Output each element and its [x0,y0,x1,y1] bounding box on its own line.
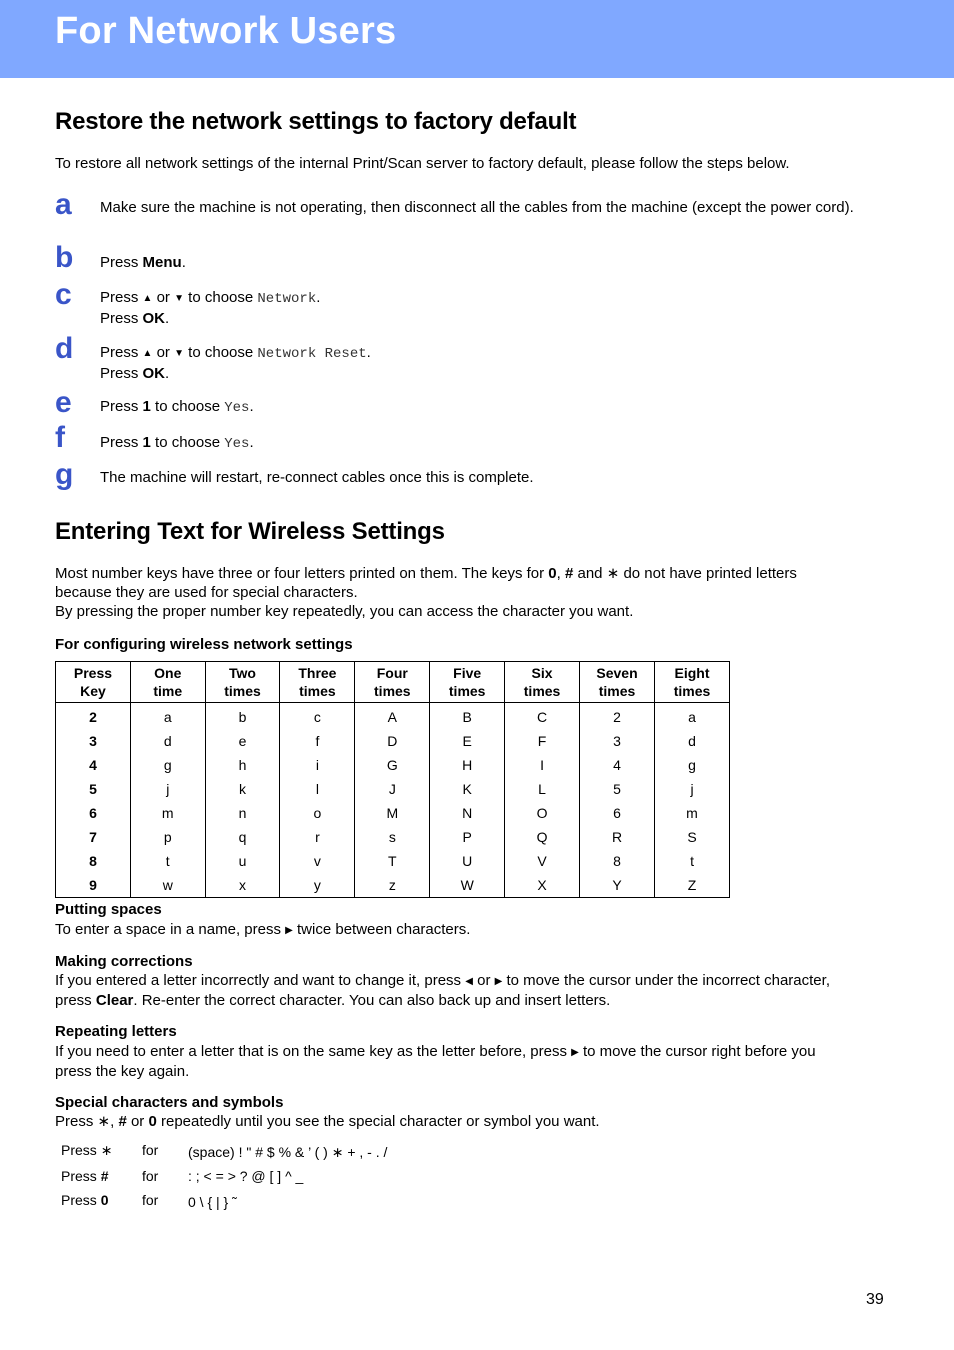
special-chars-star: (space) ! " # $ % & ’ ( ) ∗ + , - . / [188,1144,388,1160]
table-cell: B [430,703,505,730]
section-heading-entering-text: Entering Text for Wireless Settings [55,518,445,545]
table-cell: k [205,777,280,801]
table-cell: F [505,729,580,753]
table-cell: I [505,753,580,777]
table-cell: t [130,849,205,873]
table-cell: E [430,729,505,753]
table-row [56,825,730,849]
step-letter-e: e [55,386,72,419]
making-corrections-text: If you entered a letter incorrectly and want to change it, press ◀ or ▶ to move the cursor under the incorrect character, press Clear. Re-enter the correct character. You can also back up and insert letters. [55,972,830,1009]
table-header-cell: Press Key [56,662,131,703]
table-cell: t [655,849,730,873]
special-characters-title: Special characters and symbols [55,1094,284,1111]
table-caption: For configuring wireless network settings [55,636,353,653]
table-cell: M [355,801,430,825]
table-cell: S [655,825,730,849]
star-key-icon: ∗ [606,565,620,582]
table-header-cell: Four times [355,662,430,703]
table-cell: J [355,777,430,801]
table-cell: 8 [580,849,655,873]
table-cell: Y [580,873,655,898]
step-letter-b: b [55,241,74,274]
table-cell: U [430,849,505,873]
step-e-text: Press 1 to choose Yes. [100,398,254,416]
table-cell: p [130,825,205,849]
table-header-cell: Six times [505,662,580,703]
left-arrow-icon: ◀ [465,976,473,987]
table-row [56,729,730,753]
right-arrow-icon: ▶ [571,1047,579,1058]
page-number: 39 [866,1291,884,1308]
table-cell: W [430,873,505,898]
step-b-text: Press Menu. [100,254,186,271]
step-letter-f: f [55,421,65,454]
repeating-letters-text: If you need to enter a letter that is on the same key as the letter before, press ▶ to move the cursor right before you press the key again. [55,1043,816,1080]
making-corrections-title: Making corrections [55,953,193,970]
table-cell: e [205,729,280,753]
table-cell: 3 [580,729,655,753]
table-cell: x [205,873,280,898]
table-cell: P [430,825,505,849]
menu-key-label: Menu [142,254,182,271]
table-cell: s [355,825,430,849]
table-cell: D [355,729,430,753]
table-cell: j [655,777,730,801]
step-letter-d: d [55,332,74,365]
table-cell: j [130,777,205,801]
table-cell: f [280,729,355,753]
table-cell: r [280,825,355,849]
step-c-text: Press ▲ or ▼ to choose Network. Press OK. [100,289,321,327]
special-chars-hash: : ; < = > ? @ [ ] ^ _ [188,1168,304,1184]
table-cell: w [130,873,205,898]
table-header-row [56,662,730,703]
right-arrow-icon: ▶ [285,925,293,936]
table-cell: l [280,777,355,801]
table-cell: A [355,703,430,730]
star-key-icon: ∗ [97,1113,111,1130]
table-cell-key: 7 [56,825,131,849]
table-header-cell: Two times [205,662,280,703]
restore-intro: To restore all network settings of the internal Print/Scan server to factory default, please follow the steps below. [55,155,790,172]
table-cell: K [430,777,505,801]
special-press-hash: Press # [61,1168,109,1184]
special-for-star: for [142,1142,159,1158]
table-cell: i [280,753,355,777]
table-row [56,703,730,730]
up-arrow-icon: ▲ [142,348,153,359]
entering-text-intro: Most number keys have three or four letters printed on them. The keys for 0, # and ∗ do not have printed letters because they are used for special characters. [55,565,797,601]
table-cell: g [655,753,730,777]
table-cell: g [130,753,205,777]
table-cell: h [205,753,280,777]
table-cell: 5 [580,777,655,801]
table-cell: d [130,729,205,753]
table-cell: d [655,729,730,753]
table-cell: L [505,777,580,801]
table-header-cell: Seven times [580,662,655,703]
table-cell: X [505,873,580,898]
special-for-hash: for [142,1168,159,1184]
step-d-text: Press ▲ or ▼ to choose Network Reset. Press OK. [100,344,371,382]
table-cell: Q [505,825,580,849]
special-characters-text: Press ∗, # or 0 repeatedly until you see the special character or symbol you want. [55,1113,600,1130]
step-a-text: Make sure the machine is not operating, then disconnect all the cables from the machine (except the power cord). [100,199,854,216]
table-body [56,703,730,898]
table-cell: V [505,849,580,873]
table-cell: R [580,825,655,849]
table-row [56,873,730,898]
table-cell: N [430,801,505,825]
step-f-text: Press 1 to choose Yes. [100,434,254,452]
table-header-cell: Five times [430,662,505,703]
step-g-text: The machine will restart, re-connect cables once this is complete. [100,469,534,486]
step-letter-g: g [55,458,74,491]
right-arrow-icon: ▶ [494,976,503,987]
key-character-table [55,661,730,898]
down-arrow-icon: ▼ [174,293,185,304]
table-row [56,801,730,825]
putting-spaces-text: To enter a space in a name, press ▶ twice between characters. [55,921,471,938]
header-banner [0,0,954,78]
table-cell: a [130,703,205,730]
table-header-cell: Three times [280,662,355,703]
table-cell: y [280,873,355,898]
table-cell-key: 9 [56,873,131,898]
table-header-cell: Eight times [655,662,730,703]
table-cell: 4 [580,753,655,777]
table-cell: T [355,849,430,873]
table-cell-key: 6 [56,801,131,825]
table-cell-key: 2 [56,703,131,730]
table-cell: O [505,801,580,825]
table-cell-key: 8 [56,849,131,873]
table-cell: m [130,801,205,825]
table-cell: b [205,703,280,730]
table-cell: u [205,849,280,873]
table-cell: z [355,873,430,898]
table-cell: n [205,801,280,825]
special-press-zero: Press 0 [61,1192,109,1208]
table-row [56,753,730,777]
table-cell-key: 3 [56,729,131,753]
putting-spaces-title: Putting spaces [55,901,162,918]
table-cell: 2 [580,703,655,730]
table-cell: H [430,753,505,777]
table-cell: a [655,703,730,730]
table-cell-key: 5 [56,777,131,801]
table-cell: C [505,703,580,730]
special-for-zero: for [142,1192,159,1208]
table-cell: c [280,703,355,730]
special-chars-zero: 0 \ { | } ˜ [188,1194,237,1210]
table-cell: o [280,801,355,825]
table-cell: q [205,825,280,849]
repeating-letters-title: Repeating letters [55,1023,177,1040]
table-cell: v [280,849,355,873]
section-heading-restore: Restore the network settings to factory default [55,108,577,135]
table-header-cell: One time [130,662,205,703]
step-letter-a: a [55,188,72,221]
table-row [56,849,730,873]
up-arrow-icon: ▲ [142,293,153,304]
table-row [56,777,730,801]
down-arrow-icon: ▼ [174,348,185,359]
step-letter-c: c [55,278,72,311]
page-title: For Network Users [55,10,397,52]
entering-text-para2: By pressing the proper number key repeatedly, you can access the character you want. [55,603,634,620]
special-press-star: Press ∗ [61,1142,113,1158]
table-cell: Z [655,873,730,898]
table-cell-key: 4 [56,753,131,777]
table-cell: m [655,801,730,825]
table-cell: 6 [580,801,655,825]
table-cell: G [355,753,430,777]
